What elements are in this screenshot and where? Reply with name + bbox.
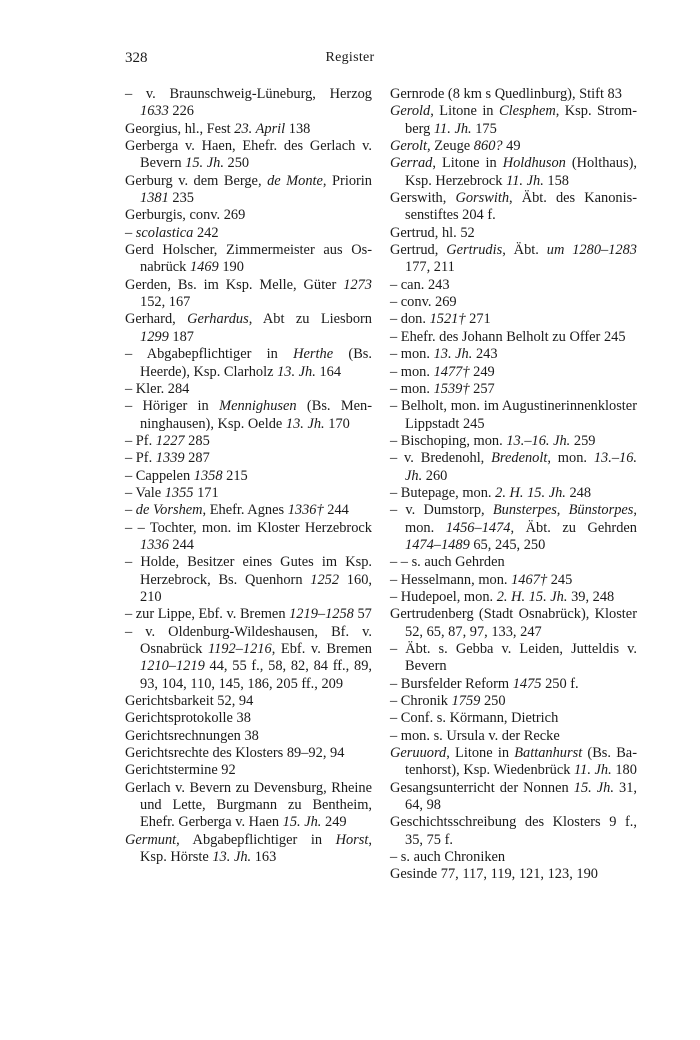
- index-entry: – Bischoping, mon. 13.–16. Jh. 259: [390, 432, 596, 449]
- index-entry: – Hudepoel, mon. 2. H. 15. Jh. 39, 248: [390, 588, 615, 605]
- index-entry: – Kler. 284: [125, 380, 190, 397]
- index-entry: Gertrudenberg (Stadt Osnabrück), Kloster 52, 65, 87, 97, 133, 247: [390, 606, 637, 640]
- index-entry: Gertrud, Gertrudis, Äbt. um 1280–1283 177, 211: [390, 242, 637, 276]
- index-entry: Geruuord, Litone in Battanhurst (Bs. Batenhorst), Ksp. Wiedenbrück 11. Jh. 180: [390, 745, 637, 779]
- index-column-right: [390, 86, 637, 884]
- index-entry: Gerichtstermine 92: [125, 762, 236, 779]
- index-entry: – Ehefr. des Johann Belholt zu Offer 245: [390, 328, 626, 345]
- index-entry: – mon. s. Ursula v. der Recke: [390, 727, 560, 744]
- index-entry: Gerden, Bs. im Ksp. Melle, Güter 1273 152, 167: [125, 276, 372, 311]
- index-entry: – v. Dumstorp, Bunsterpes, Bünstorpes, mon. 1456–1474, Äbt. zu Gehrden 1474–1489 65, 245, 250: [390, 502, 637, 553]
- index-entry: – v. Bredenohl, Bredenolt, mon. 13.–16. Jh. 260: [390, 450, 637, 484]
- index-entry: Gerichtsbarkeit 52, 94: [125, 693, 254, 710]
- index-entry: – Äbt. s. Gebba v. Leiden, Jutteldis v. Bevern: [390, 641, 637, 675]
- index-entry: – scolastica 242: [125, 224, 219, 241]
- index-entry: – Holde, Besitzer eines Gutes im Ksp. Herzebrock, Bs. Quenhorn 1252 160, 210: [125, 554, 372, 605]
- index-entry: – Höriger in Mennighusen (Bs. Menninghausen), Ksp. Oelde 13. Jh. 170: [125, 398, 373, 432]
- index-entry: – Abgabepflichtiger in Herthe (Bs. Heerde), Ksp. Clarholz 13. Jh. 164: [125, 346, 373, 380]
- running-head: Register: [325, 50, 375, 65]
- index-entry: – Pf. 1339 287: [125, 450, 210, 467]
- index-entry: – conv. 269: [390, 294, 457, 311]
- index-entry: Gerlach v. Bevern zu Devensburg, Rheine und Lette, Burgmann zu Bentheim, Ehefr. Gerberga v. Haen 15. Jh. 249: [125, 779, 372, 831]
- index-entry: Germunt, Abgabepflichtiger in Horst, Ksp. Hörste 13. Jh. 163: [125, 831, 372, 866]
- index-entry: – can. 243: [390, 276, 450, 293]
- index-entry: Geschichtsschreibung des Klosters 9 f., 35, 75 f.: [390, 814, 637, 848]
- index-entry: – Bursfelder Reform 1475 250 f.: [390, 675, 579, 692]
- index-entry: – v. Braunschweig-Lüneburg, Herzog 1633 226: [125, 86, 372, 120]
- page-number: 328: [125, 50, 148, 66]
- index-entry: Gerberga v. Haen, Ehefr. des Gerlach v. Bevern 15. Jh. 250: [125, 138, 372, 172]
- index-entry: Gerichtsrechte des Klosters 89–92, 94: [125, 745, 345, 762]
- index-entry: – – s. auch Gehrden: [390, 554, 505, 571]
- index-entry: Gernrode (8 km s Quedlinburg), Stift 83: [390, 86, 622, 102]
- index-entry: – mon. 1539† 257: [390, 380, 495, 397]
- index-entry: – Belholt, mon. im Augustinerinnenkloster Lippstadt 245: [390, 398, 637, 432]
- index-entry: Gesinde 77, 117, 119, 121, 123, 190: [390, 866, 598, 883]
- index-entry: – don. 1521† 271: [390, 311, 491, 328]
- index-entry: – Pf. 1227 285: [125, 432, 210, 449]
- index-entry: Gerhard, Gerhardus, Abt zu Liesborn 1299 187: [125, 311, 373, 345]
- index-entry: Georgius, hl., Fest 23. April 138: [125, 120, 311, 137]
- index-entry: Gerolt, Zeuge 860? 49: [390, 138, 521, 155]
- index-entry: – zur Lippe, Ebf. v. Bremen 1219–1258 57: [125, 606, 372, 623]
- index-entry: Gerichtsrechnungen 38: [125, 727, 259, 744]
- index-entry: – s. auch Chroniken: [390, 849, 506, 866]
- index-entry: Gerichtsprotokolle 38: [125, 710, 251, 727]
- index-entry: – Vale 1355 171: [125, 484, 219, 501]
- index-entry: – Cappelen 1358 215: [125, 467, 248, 484]
- index-entry: – mon. 1477† 249: [390, 363, 495, 380]
- index-entry: – Chronik 1759 250: [390, 693, 506, 710]
- index-entry: Gerold, Litone in Clesphem, Ksp. Stromberg 11. Jh. 175: [390, 103, 637, 137]
- index-entry: Gerburg v. dem Berge, de Monte, Priorin 1381 235: [125, 172, 373, 207]
- index-entry: Gerrad, Litone in Holdhuson (Holthaus), Ksp. Herzebrock 11. Jh. 158: [390, 155, 637, 189]
- index-entry: – Hesselmann, mon. 1467† 245: [390, 571, 573, 588]
- index-entry: – Conf. s. Körmann, Dietrich: [390, 710, 559, 727]
- index-entry: – – Tochter, mon. im Kloster Herzebrock 1336 244: [125, 519, 372, 553]
- index-entry: – mon. 13. Jh. 243: [390, 346, 498, 363]
- index-entry: Gerswith, Gorswith, Äbt. des Kanonissenstiftes 204 f.: [390, 190, 637, 224]
- index-entry: Gerd Holscher, Zimmermeister aus Osnabrück 1469 190: [125, 242, 372, 276]
- index-column-left: [125, 86, 372, 866]
- index-entry: Gesangsunterricht der Nonnen 15. Jh. 31, 64, 98: [390, 779, 637, 814]
- index-entry: – v. Oldenburg-Wildeshausen, Bf. v. Osnabrück 1192–1216, Ebf. v. Bremen 1210–1219 44, 55 f., 58, 82, 84 ff., 89, 93, 104, 110, 145, 186, 205 ff., 209: [125, 623, 372, 692]
- index-entry: Gertrud, hl. 52: [390, 224, 475, 241]
- index-entry: Gerburgis, conv. 269: [125, 207, 246, 224]
- index-entry: – de Vorshem, Ehefr. Agnes 1336† 244: [125, 502, 349, 519]
- index-entry: – Butepage, mon. 2. H. 15. Jh. 248: [390, 484, 592, 501]
